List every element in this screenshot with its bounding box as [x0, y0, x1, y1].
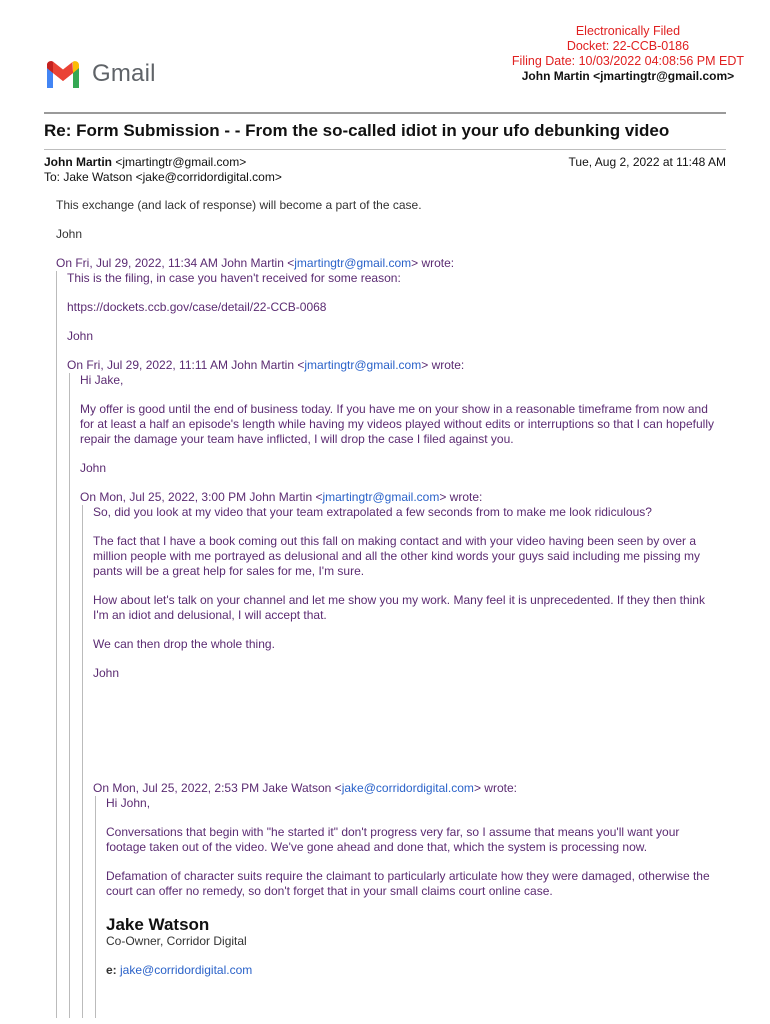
- quote3-paragraph-2: How about let's talk on your channel and let me show you my work. Many feel it is unprecedented. If they then think I'm an idiot and delusional, I will accept that.: [93, 593, 705, 622]
- signature-email-link[interactable]: jake@corridordigital.com: [120, 963, 253, 977]
- gmail-m-icon: [44, 60, 82, 88]
- gmail-wordmark: Gmail: [92, 60, 156, 87]
- stamp-filer: John Martin <jmartingtr@gmail.com>: [521, 69, 735, 83]
- quote3-header: [80, 490, 716, 505]
- quote4-greeting: Hi John,: [106, 796, 151, 810]
- quote2-greeting: Hi Jake,: [80, 373, 124, 387]
- quote1-header: [56, 256, 716, 271]
- email-body: [56, 198, 716, 1018]
- quote1-email-link[interactable]: jmartingtr@gmail.com: [294, 256, 412, 270]
- stamp-line-docket: Docket: 22-CCB-0186: [566, 39, 690, 53]
- filing-stamp: [512, 24, 744, 84]
- quote3-header-text: On Mon, Jul 25, 2022, 3:00 PM John Martin <: [80, 490, 323, 504]
- to-line: To: Jake Watson <jake@corridordigital.com>: [44, 170, 282, 184]
- quote1-block: [56, 271, 716, 1018]
- quote2-paragraph: My offer is good until the end of business today. If you have me on your show in a reasonable timeframe from now and for at least a half an episode's length while having my videos played without edits or interruptions so that I can hopefully repair the damage your team have inflicted, I will drop the case I filed against you.: [80, 402, 714, 446]
- quote3-spacer: [93, 695, 716, 781]
- body-signature: John: [56, 227, 83, 241]
- quote1-line: This is the filing, in case you haven't received for some reason:: [67, 271, 401, 285]
- quote2-block: [69, 373, 716, 1018]
- quote3-block: [82, 505, 716, 1018]
- email-subject: Re: Form Submission - - From the so-called idiot in your ufo debunking video: [44, 121, 670, 140]
- quote4-spacer: [106, 978, 716, 1018]
- quote2-header-text: On Fri, Jul 29, 2022, 11:11 AM John Martin <: [67, 358, 305, 372]
- quote4-email-link[interactable]: jake@corridordigital.com: [341, 781, 474, 795]
- signature-email-label: e:: [106, 963, 121, 977]
- quote4-header: [93, 781, 716, 796]
- from-line: [44, 155, 282, 170]
- quote3-email-link[interactable]: jmartingtr@gmail.com: [322, 490, 440, 504]
- stamp-line-date: Filing Date: 10/03/2022 04:08:56 PM EDT: [511, 54, 744, 68]
- stamp-line-filed: Electronically Filed: [575, 24, 681, 38]
- quote4-header-end: > wrote:: [473, 781, 517, 795]
- quote3-header-end: > wrote:: [439, 490, 483, 504]
- quote1-signature: John: [67, 329, 94, 343]
- sender-email: <jmartingtr@gmail.com>: [112, 155, 247, 169]
- quote3-paragraph-3: We can then drop the whole thing.: [93, 637, 275, 651]
- quote3-line: So, did you look at my video that your team extrapolated a few seconds from to make me look ridiculous?: [93, 505, 652, 519]
- body-paragraph: This exchange (and lack of response) will become a part of the case.: [56, 198, 422, 212]
- email-from-to: [44, 155, 282, 185]
- quote2-header-end: > wrote:: [421, 358, 465, 372]
- quote2-email-link[interactable]: jmartingtr@gmail.com: [304, 358, 422, 372]
- quote1-header-end: > wrote:: [411, 256, 455, 270]
- quote3-paragraph-1: The fact that I have a book coming out this fall on making contact and with your video having been seen by over a million people with me portrayed as delusional and all the other kind words your guys said including me pissing my pants will be a great help for sales for me, I'm sure.: [93, 534, 700, 578]
- quote4-header-text: On Mon, Jul 25, 2022, 2:53 PM Jake Watson <: [93, 781, 342, 795]
- gmail-logo: [44, 60, 156, 88]
- quote4-paragraph-2: Defamation of character suits require the claimant to particularly articulate how they were damaged, otherwise the court can offer no remedy, so don't forget that in your small claims court online case.: [106, 869, 710, 898]
- sender-name: John Martin: [44, 155, 112, 169]
- quote3-signature: John: [93, 666, 120, 680]
- signature-name: Jake Watson: [106, 915, 210, 934]
- quote2-signature: John: [80, 461, 107, 475]
- signature-email: [106, 963, 716, 978]
- subject-divider: [44, 149, 726, 150]
- signature-role: Co-Owner, Corridor Digital: [106, 934, 247, 948]
- quote2-header: [67, 358, 716, 373]
- quote4-paragraph-1: Conversations that begin with "he started it" don't progress very far, so I assume that means you'll want your footage taken out of the video. We've gone ahead and done that, which the system is processing now.: [106, 825, 680, 854]
- quote1-header-text: On Fri, Jul 29, 2022, 11:34 AM John Martin <: [56, 256, 295, 270]
- header-divider: [44, 112, 726, 114]
- email-date: Tue, Aug 2, 2022 at 11:48 AM: [568, 155, 726, 169]
- quote4-block: [95, 796, 716, 1018]
- docket-url-link[interactable]: https://dockets.ccb.gov/case/detail/22-CCB-0068: [67, 300, 327, 314]
